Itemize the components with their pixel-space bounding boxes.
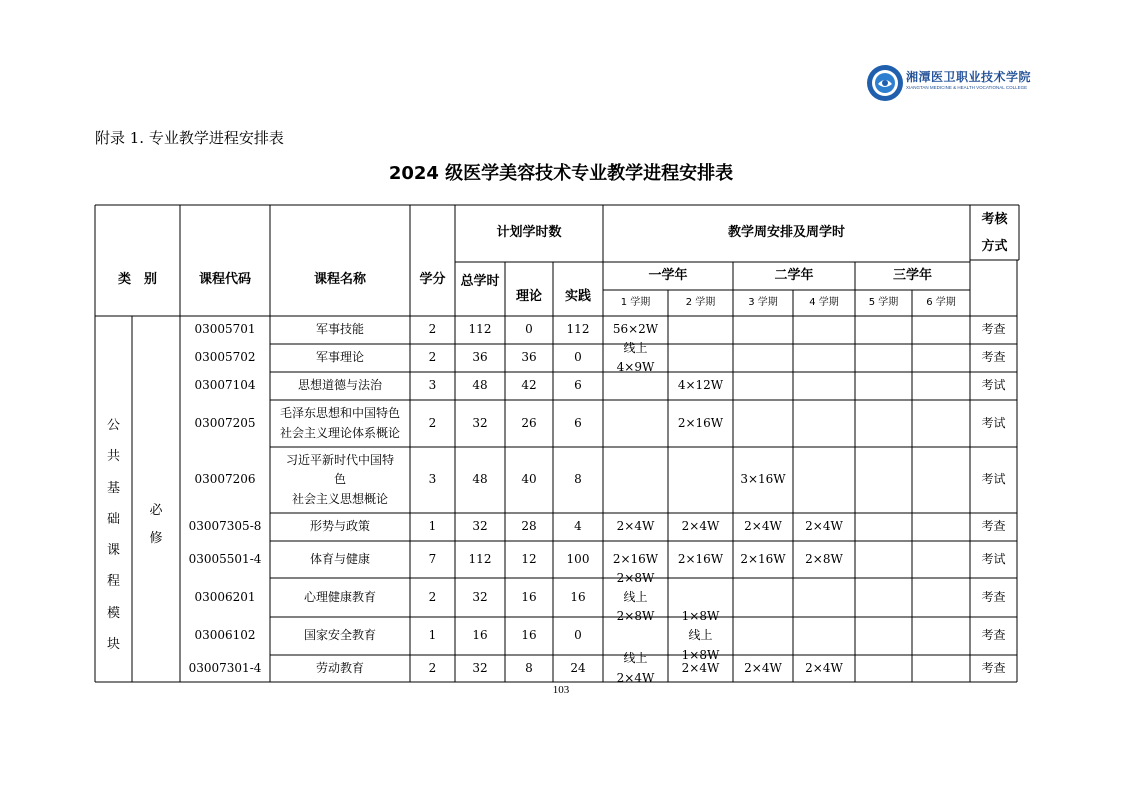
semester-hours-line: 2×4W [616,519,655,534]
course-name [270,617,410,655]
semester-hours [733,513,793,541]
course-type-label [132,495,180,550]
header-planned-hours: 计划学时数 [496,225,562,241]
course-code: 03007206 [194,472,256,487]
semester-hours-line: 线上 4×9W [616,340,655,374]
course-name-line: 国家安全教育 [303,628,376,643]
semester-hours-line: 1×8W [681,609,720,624]
semester-hours-line: 2×16W [677,415,724,430]
course-theory-hours: 0 [525,322,533,337]
semester-hours [603,570,668,624]
semester-hours-line: 2×16W [740,551,786,566]
header-category: 类 别 [117,272,157,288]
course-name-line: 习近平新时代中国特 [285,453,394,468]
course-practice-hours: 112 [566,322,590,337]
semester-hours [603,513,668,541]
header-semester: 5 学期 [868,297,899,308]
appendix-heading: 附录 1. 专业教学进程安排表 [95,129,284,147]
header-theory: 理论 [515,288,542,304]
header-exam-type: 考核 [981,211,1008,227]
exam-type: 考查 [981,519,1006,534]
course-name [270,655,410,682]
module-label-char: 基 [106,480,120,496]
course-name-line: 劳动教育 [315,660,364,675]
module-label-char: 共 [106,449,120,465]
semester-hours [668,400,733,447]
semester-hours [733,655,793,682]
course-theory-hours: 28 [521,519,537,534]
course-type-label-char: 必 [149,503,163,519]
course-theory-hours: 12 [521,551,537,566]
course-practice-hours: 16 [570,589,586,604]
course-total-hours: 36 [472,350,488,365]
course-name [270,372,410,400]
header-semester: 2 学期 [685,297,716,308]
course-practice-hours: 100 [566,551,590,566]
semester-hours-line: 线上 2×4W [616,651,655,685]
course-theory-hours: 36 [521,350,537,365]
course-code: 03007205 [194,415,256,430]
semester-hours-line: 线上 2×8W [616,589,655,624]
course-name-line: 军事理论 [315,350,364,365]
semester-hours-line: 2×8W [805,551,843,566]
semester-hours [793,655,855,682]
course-name-line: 形势与政策 [309,519,370,534]
course-credit: 1 [428,628,437,643]
exam-type: 考试 [981,415,1006,430]
college-name: 湘潭医卫职业技术学院 [906,70,1032,84]
course-name-line: 军事技能 [315,322,364,337]
course-credit: 2 [428,350,437,365]
semester-hours-line: 56×2W [612,322,659,337]
header-credit: 学分 [419,272,446,288]
semester-hours [733,541,793,578]
semester-hours [733,447,793,513]
course-practice-hours: 0 [574,350,582,365]
semester-hours-line: 4×12W [677,378,724,393]
course-credit: 2 [428,660,437,675]
header-exam-type: 方式 [981,238,1008,254]
course-name [270,578,410,617]
header-total-hours: 总学时 [460,273,500,289]
semester-hours [668,655,733,682]
semester-hours-line: 线上 1×8W [681,628,720,662]
module-label-char: 块 [106,636,120,652]
semester-hours-line: 2×4W [805,660,843,675]
header-semester: 6 学期 [926,297,956,308]
course-name [270,316,410,344]
course-name-line: 色 [333,472,346,487]
course-total-hours: 32 [472,589,488,604]
page-title: 2024 级医学美容技术专业教学进程安排表 [388,163,734,184]
module-label-char: 模 [106,605,120,621]
course-total-hours: 112 [468,551,492,566]
exam-type: 考查 [981,350,1006,365]
course-practice-hours: 24 [570,660,586,675]
header-year: 一学年 [648,267,688,283]
course-practice-hours: 6 [574,378,582,393]
course-credit: 2 [428,322,437,337]
course-type-label-char: 修 [149,530,163,546]
course-theory-hours: 40 [521,472,537,487]
header-course-code: 课程代码 [198,272,251,288]
semester-hours [793,513,855,541]
course-name-line: 毛泽东思想和中国特色 [279,406,400,421]
course-total-hours: 32 [472,415,488,430]
header-weekly-schedule: 教学周安排及周学时 [727,225,845,241]
module-label-char: 课 [106,543,120,559]
course-practice-hours: 8 [574,472,582,487]
semester-hours-line: 2×16W [677,551,724,566]
header-semester: 4 学期 [809,297,839,308]
course-total-hours: 16 [472,628,488,643]
course-code: 03006201 [194,589,256,604]
course-name-line: 社会主义理论体系概论 [279,425,400,440]
header-semester: 3 学期 [748,297,778,308]
course-total-hours: 32 [472,660,488,675]
exam-type: 考查 [981,660,1006,675]
semester-hours-line: 2×4W [681,519,720,534]
course-theory-hours: 42 [521,378,537,393]
page-number: 103 [552,684,570,696]
header-practice: 实践 [564,288,591,304]
semester-hours-line: 2×4W [681,660,720,675]
course-code: 03006102 [194,628,256,643]
course-practice-hours: 0 [574,628,582,643]
module-label [95,408,132,658]
course-name-line: 体育与健康 [309,551,370,566]
course-total-hours: 112 [468,322,492,337]
header-course-name: 课程名称 [313,272,366,288]
course-total-hours: 48 [472,378,488,393]
course-theory-hours: 16 [521,589,537,604]
course-practice-hours: 6 [574,415,582,430]
exam-type: 考查 [981,322,1006,337]
course-theory-hours: 16 [521,628,537,643]
semester-hours [603,340,668,374]
course-name [270,400,410,447]
course-name [270,447,410,513]
header-semester: 1 学期 [620,297,651,308]
semester-hours-line: 2×16W [612,551,659,566]
module-label-char: 公 [106,418,120,434]
course-theory-hours: 8 [525,660,533,675]
semester-hours-line: 2×4W [805,519,843,534]
exam-type: 考试 [981,378,1006,393]
semester-hours-line: 2×4W [744,660,782,675]
semester-hours-line: 2×4W [744,519,782,534]
semester-hours [603,651,668,685]
course-name [270,513,410,541]
course-total-hours: 32 [472,519,488,534]
module-label-char: 程 [106,574,120,590]
course-theory-hours: 26 [521,415,537,430]
course-name-line: 社会主义思想概论 [291,491,388,506]
course-credit: 1 [428,519,437,534]
course-name [270,344,410,372]
course-total-hours: 48 [472,472,488,487]
semester-hours-line: 2×8W [616,570,655,585]
exam-type: 考试 [981,472,1006,487]
course-practice-hours: 4 [574,519,582,534]
course-credit: 3 [428,378,437,393]
course-credit: 3 [428,472,437,487]
course-code: 03007305-8 [188,519,262,534]
semester-hours-line: 3×16W [740,472,786,487]
course-credit: 7 [428,551,437,566]
header-year: 二学年 [774,267,814,283]
exam-type: 考查 [981,589,1006,604]
course-name [270,541,410,578]
course-code: 03005702 [194,350,256,365]
course-credit: 2 [428,589,437,604]
semester-hours [668,609,733,662]
exam-type: 考查 [981,628,1006,643]
college-name-en: XIANGTAN MEDICINE & HEALTH VOCATIONAL COLLEGE [906,85,1028,90]
semester-hours [668,372,733,400]
module-label-char: 础 [106,511,120,527]
course-code: 03007301-4 [188,660,262,675]
course-code: 03007104 [194,378,256,393]
course-code: 03005701 [194,322,256,337]
semester-hours [668,513,733,541]
exam-type: 考试 [981,551,1006,566]
semester-hours [668,541,733,578]
course-name-line: 思想道德与法治 [297,378,382,393]
header-year: 三学年 [892,267,932,283]
course-credit: 2 [428,415,437,430]
course-code: 03005501-4 [188,551,262,566]
course-name-line: 心理健康教育 [303,589,376,604]
semester-hours [793,541,855,578]
